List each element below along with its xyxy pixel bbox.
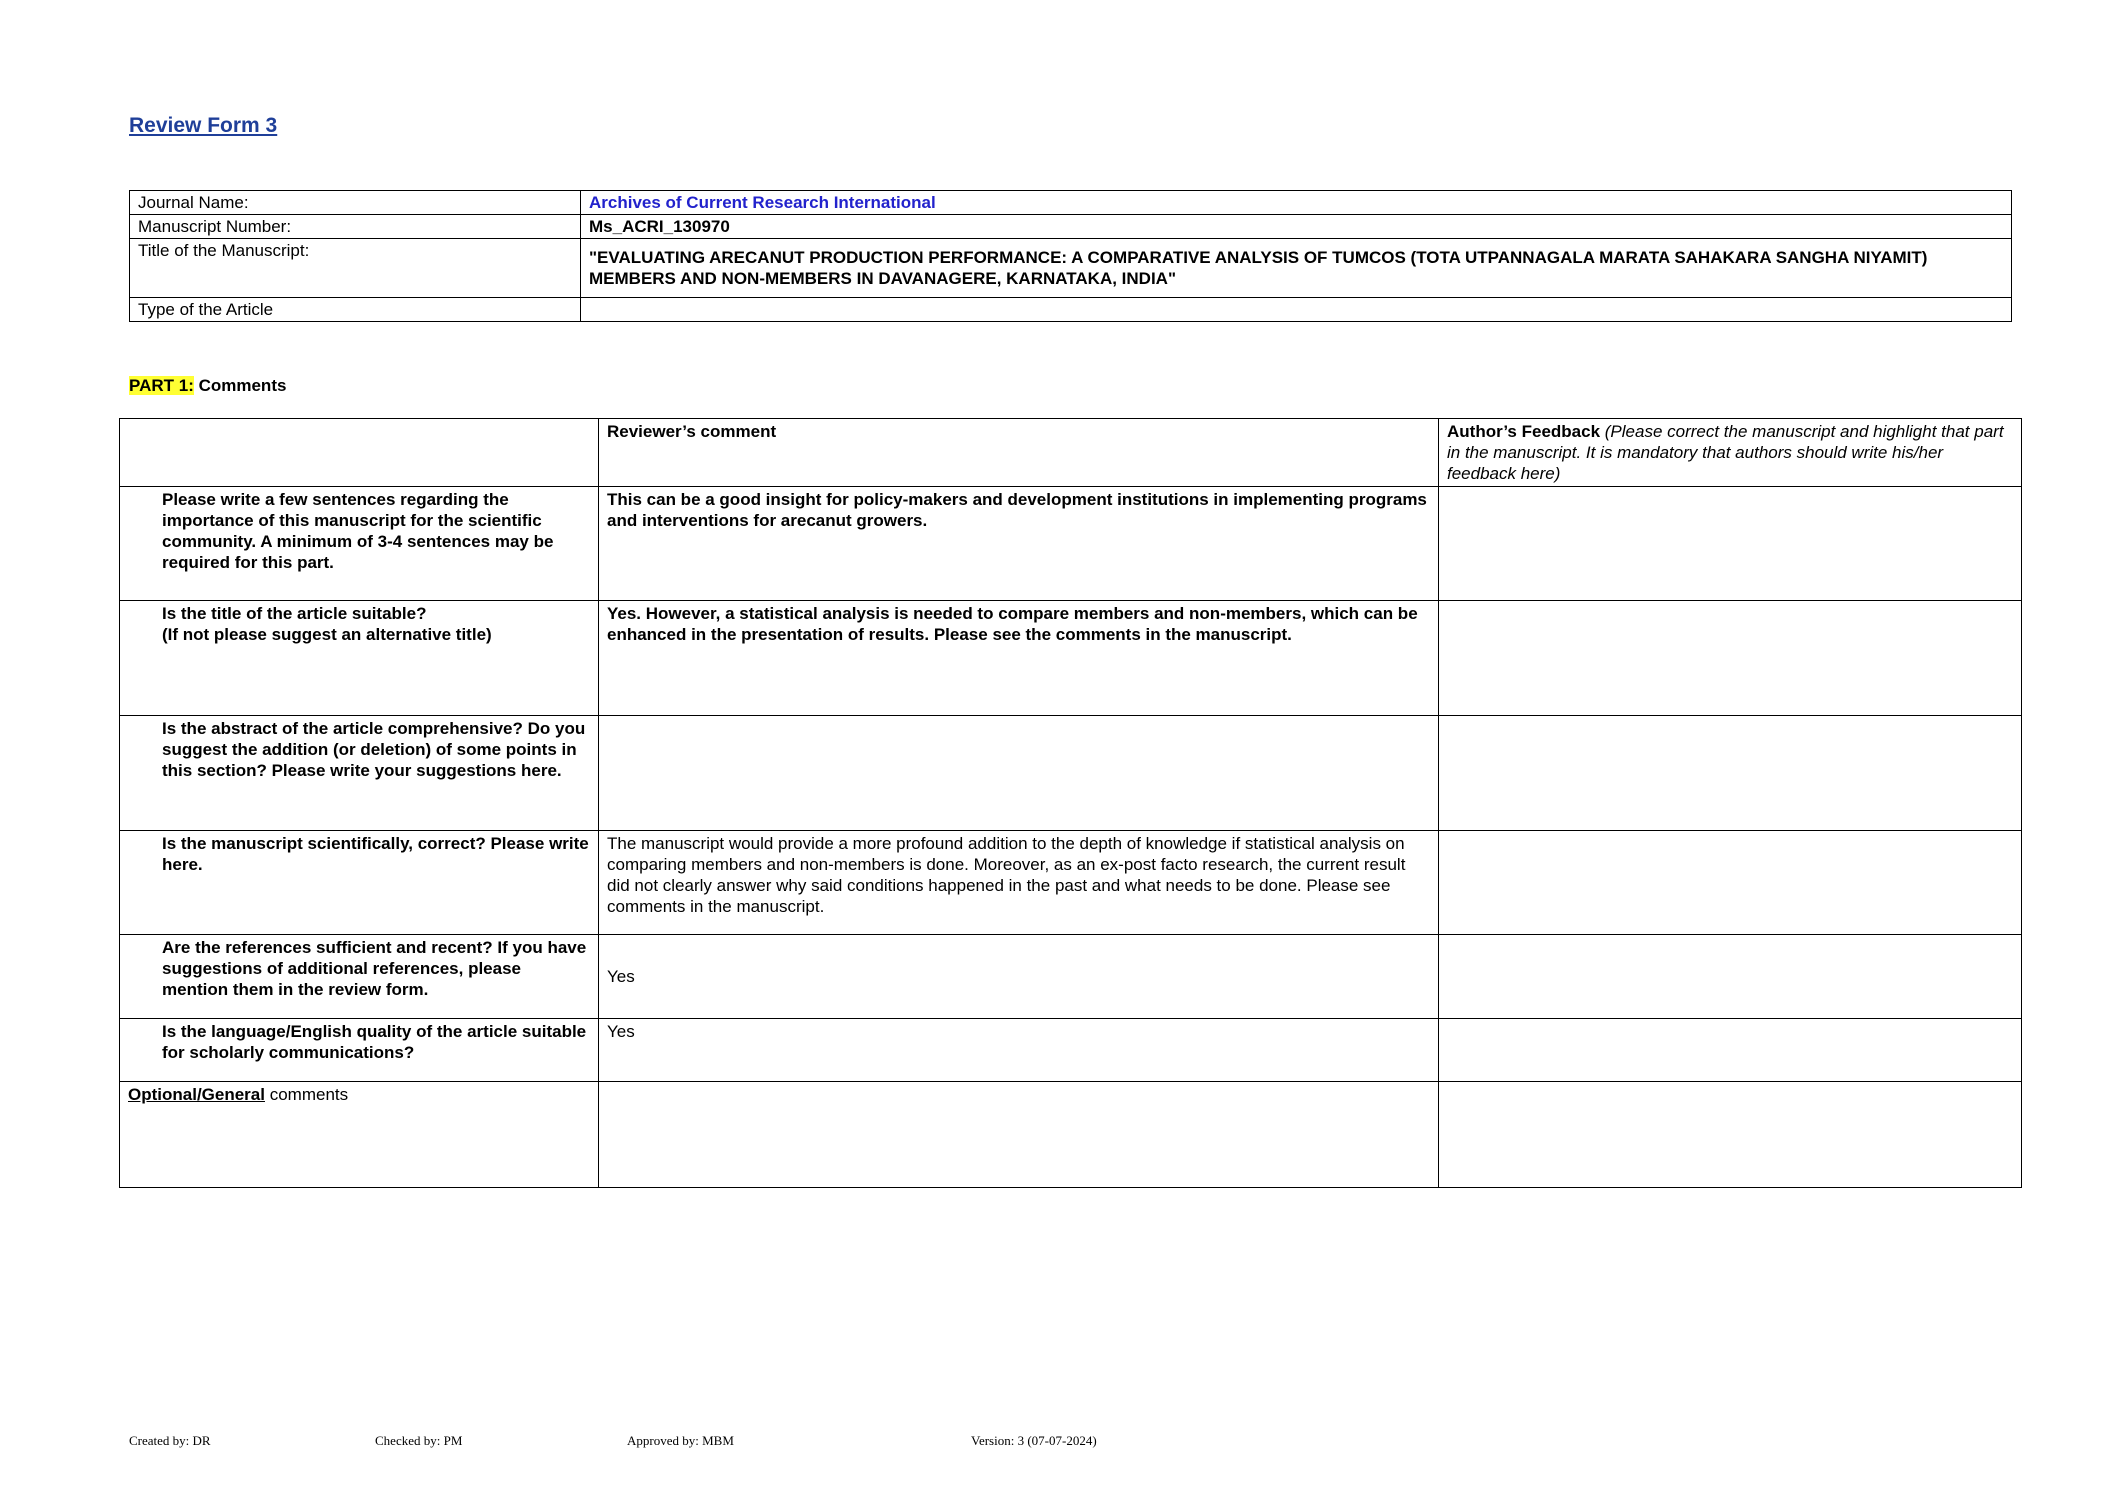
part-1-highlight: PART 1: (129, 376, 194, 395)
header-empty-cell (120, 419, 599, 487)
comment-row (120, 601, 2022, 716)
question-abstract: Is the abstract of the article comprehensive? Do you suggest the addition (or deletion) of some points in this section? Please write your suggestions here. (120, 716, 599, 831)
manuscript-number-value: Ms_ACRI_130970 (581, 215, 2012, 239)
part-1-heading (129, 376, 286, 396)
author-feedback-cell (1439, 601, 2022, 716)
manuscript-title-value: "EVALUATING ARECANUT PRODUCTION PERFORMANCE: A COMPARATIVE ANALYSIS OF TUMCOS (TOTA UTPANNAGALA MARATA SAHAKARA SANGHA NIYAMIT) MEMBERS AND NON-MEMBERS IN DAVANAGERE, KARNATAKA, INDIA" (581, 239, 2012, 298)
comments-table (119, 418, 2022, 1188)
reviewer-comment-cell: Yes (599, 1019, 1439, 1082)
comment-row (120, 487, 2022, 601)
optional-comments-author-cell (1439, 1082, 2022, 1188)
optional-comments-row (120, 1082, 2022, 1188)
manuscript-title-row (130, 239, 2012, 298)
question-language: Is the language/English quality of the article suitable for scholarly communications? (120, 1019, 599, 1082)
footer-version: Version: 3 (07-07-2024) (971, 1433, 1097, 1448)
comment-row (120, 831, 2022, 935)
reviewer-comment-cell: The manuscript would provide a more profound addition to the depth of knowledge if statistical analysis on comparing members and non-members is done. Moreover, as an ex-post facto research, the current result did not clearly answer why said conditions happened in the past and what needs to be done. Please see comments in the manuscript. (599, 831, 1439, 935)
manuscript-number-label: Manuscript Number: (130, 215, 581, 239)
reviewer-comment-cell: Yes (599, 935, 1439, 1019)
reviewer-comment-cell: This can be a good insight for policy-makers and development institutions in implementing programs and interventions for arecanut growers. (599, 487, 1439, 601)
footer-checked-by: Checked by: PM (375, 1433, 463, 1448)
comment-row (120, 1019, 2022, 1082)
question-scientific: Is the manuscript scientifically, correct? Please write here. (120, 831, 599, 935)
journal-row (130, 191, 2012, 215)
reviewer-comment-header: Reviewer’s comment (599, 419, 1439, 487)
journal-name-value: Archives of Current Research International (581, 191, 2012, 215)
article-type-value (581, 298, 2012, 322)
optional-general-bold: Optional/General (128, 1085, 265, 1104)
author-feedback-header (1439, 419, 2022, 487)
article-type-label: Type of the Article (130, 298, 581, 322)
footer-approved-by: Approved by: MBM (627, 1433, 734, 1448)
page-title: Review Form 3 (129, 114, 278, 137)
optional-comments-reviewer-cell (599, 1082, 1439, 1188)
question-title-suitable: Is the title of the article suitable? (If not please suggest an alternative title) (120, 601, 599, 716)
reviewer-comment-cell: Yes. However, a statistical analysis is needed to compare members and non-members, which can be enhanced in the presentation of results. Please see the comments in the manuscript. (599, 601, 1439, 716)
author-feedback-cell (1439, 1019, 2022, 1082)
author-feedback-instructions: (Please correct the manuscript and highlight that part in the manuscript. It is mandatory that authors should write his/her feedback here) (1447, 422, 2004, 483)
comments-header-row (120, 419, 2022, 487)
optional-comments-suffix: comments (264, 1085, 349, 1104)
footer-created-by: Created by: DR (129, 1433, 211, 1448)
manuscript-title-label: Title of the Manuscript: (130, 239, 581, 298)
author-feedback-cell (1439, 935, 2022, 1019)
part-1-label: Comments (193, 376, 287, 395)
journal-name-label: Journal Name: (130, 191, 581, 215)
reviewer-comment-cell (599, 716, 1439, 831)
author-feedback-cell (1439, 831, 2022, 935)
author-feedback-cell (1439, 487, 2022, 601)
comment-row (120, 935, 2022, 1019)
manuscript-info-table (129, 190, 2012, 322)
author-feedback-title: Author’s Feedback (1447, 422, 1601, 441)
comment-row (120, 716, 2022, 831)
question-importance: Please write a few sentences regarding the importance of this manuscript for the scientific community. A minimum of 3-4 sentences may be required for this part. (120, 487, 599, 601)
question-references: Are the references sufficient and recent? If you have suggestions of additional references, please mention them in the review form. (120, 935, 599, 1019)
optional-comments-label (120, 1082, 599, 1188)
author-feedback-cell (1439, 716, 2022, 831)
article-type-row (130, 298, 2012, 322)
manuscript-number-row (130, 215, 2012, 239)
